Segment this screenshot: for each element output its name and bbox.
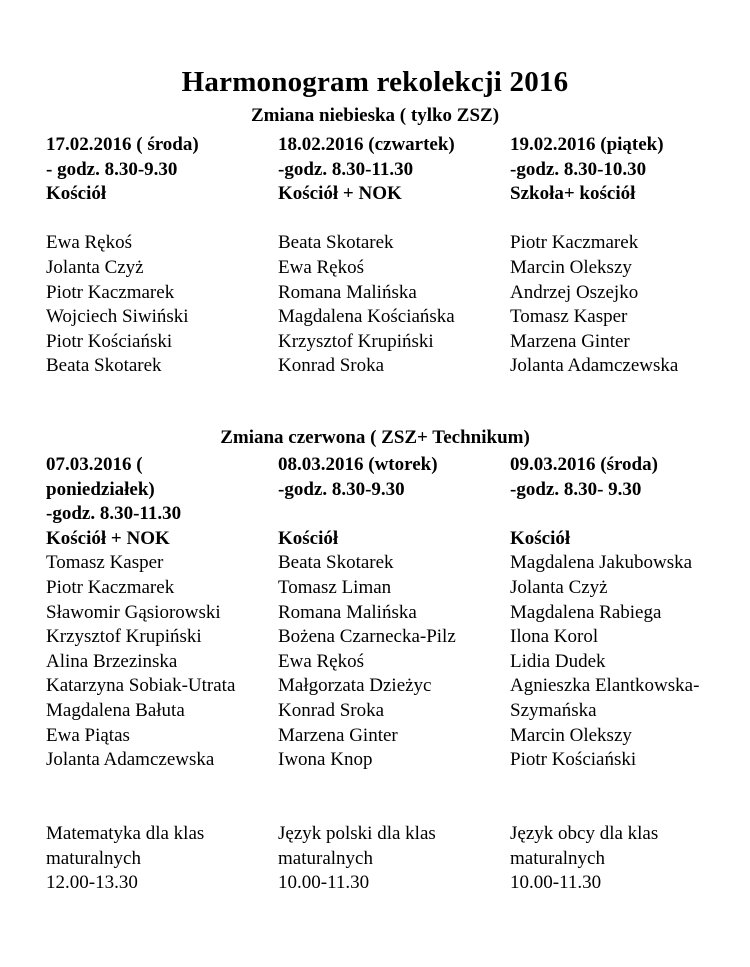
blue-day-3-names [510,231,678,379]
red-day-2-time: -godz. 8.30-9.30 [278,478,405,500]
footer-line: 12.00-13.30 [46,872,138,894]
blue-day-column-1 [46,133,199,379]
red-day-2-date: 08.03.2016 (wtorek) [278,454,438,475]
spacer [510,773,699,798]
red-day-1-date-line-2: poniedziałek) [46,478,155,500]
person-name: Małgorzata Dzieżyc [278,675,432,697]
spacer [510,502,699,527]
person-name: Konrad Sroka [278,355,385,377]
red-day-1-footer [46,822,235,896]
person-name: Marzena Ginter [278,724,398,746]
person-name: Tomasz Liman [278,576,392,598]
person-name: Beata Skotarek [278,232,394,254]
red-day-1-date-line-1: 07.03.2016 ( [46,454,143,475]
footer-line: Język obcy dla klas [510,822,659,844]
blue-day-1-place: Kościół [46,183,107,205]
blue-day-column-2 [278,133,455,379]
spacer [46,797,235,822]
red-day-2-place: Kościół [278,527,339,549]
footer-line: maturalnych [46,847,141,869]
footer-line: maturalnych [510,847,605,869]
person-name: Ewa Piątas [46,724,130,746]
person-name: Magdalena Kościańska [278,306,455,328]
blue-day-1-date: 17.02.2016 ( środa) [46,134,199,155]
footer-line: maturalnych [278,847,373,869]
person-name: Marcin Olekszy [510,724,632,746]
person-name: Jolanta Adamczewska [46,749,215,771]
person-name: Katarzyna Sobiak-Utrata [46,675,236,697]
footer-line: 10.00-11.30 [510,872,602,894]
spacer [278,207,455,232]
blue-day-2-names [278,231,455,379]
blue-day-3-date: 19.02.2016 (piątek) [510,134,664,155]
footer-line: Język polski dla klas [278,822,436,844]
red-day-1-time: -godz. 8.30-11.30 [46,503,182,525]
red-day-3-date: 09.03.2016 (środa) [510,454,658,475]
spacer [46,207,199,232]
person-name: Andrzej Oszejko [510,281,639,303]
red-day-2-footer [278,822,456,896]
blue-day-2-date: 18.02.2016 (czwartek) [278,134,455,155]
person-name: Bożena Czarnecka-Pilz [278,626,456,648]
red-day-column-1 [46,453,235,896]
person-name: Romana Malińska [278,281,417,303]
person-name: Magdalena Jakubowska [510,552,693,574]
blue-day-3-place: Szkoła+ kościół [510,183,636,205]
footer-line: 10.00-11.30 [278,872,370,894]
spacer [278,797,456,822]
person-name: Krzysztof Krupiński [46,626,202,648]
red-day-3-names [510,551,699,772]
person-name: Ewa Rękoś [278,650,365,672]
person-name: Romana Malińska [278,601,417,623]
person-name: Ilona Korol [510,626,599,648]
person-name: Piotr Kościański [46,330,173,352]
red-day-column-2 [278,453,456,896]
person-name: Piotr Kaczmarek [510,232,639,254]
person-name: Ewa Rękoś [278,256,365,278]
red-day-3-footer [510,822,699,896]
person-name: Marcin Olekszy [510,256,632,278]
person-name: Sławomir Gąsiorowski [46,601,221,623]
person-name: Lidia Dudek [510,650,606,672]
spacer [510,207,678,232]
blue-day-2-time: -godz. 8.30-11.30 [278,158,414,180]
person-name: Tomasz Kasper [510,306,628,328]
blue-day-3-time: -godz. 8.30-10.30 [510,158,647,180]
person-name: Jolanta Czyż [510,576,608,598]
blue-day-1-names [46,231,199,379]
person-name: Wojciech Siwiński [46,306,189,328]
person-name: Beata Skotarek [46,355,162,377]
person-name: Piotr Kościański [510,749,637,771]
blue-day-1-time: - godz. 8.30-9.30 [46,158,178,180]
person-name: Ewa Rękoś [46,232,133,254]
person-name: Agnieszka Elantkowska- [510,675,700,697]
red-day-column-3 [510,453,699,896]
red-day-1-place: Kościół + NOK [46,527,170,549]
spacer [46,773,235,798]
spacer [510,797,699,822]
person-name: Alina Brzezinska [46,650,178,672]
person-name: Beata Skotarek [278,552,394,574]
red-day-2-names [278,551,456,772]
person-name: Magdalena Rabiega [510,601,662,623]
person-name: Marzena Ginter [510,330,630,352]
document-title: Harmonogram rekolekcji 2016 [181,66,569,98]
person-name: Piotr Kaczmarek [46,281,175,303]
person-name: Jolanta Adamczewska [510,355,679,377]
blue-day-column-3 [510,133,678,379]
person-name: Szymańska [510,699,597,721]
section-red-heading: Zmiana czerwona ( ZSZ+ Technikum) [220,427,530,448]
person-name: Jolanta Czyż [46,256,144,278]
red-day-3-place: Kościół [510,527,571,549]
blue-day-2-place: Kościół + NOK [278,183,402,205]
spacer [278,773,456,798]
person-name: Tomasz Kasper [46,552,164,574]
red-day-1-names [46,551,235,772]
red-day-3-time: -godz. 8.30- 9.30 [510,478,642,500]
person-name: Piotr Kaczmarek [46,576,175,598]
person-name: Krzysztof Krupiński [278,330,434,352]
person-name: Magdalena Bałuta [46,699,185,721]
person-name: Iwona Knop [278,749,373,771]
footer-line: Matematyka dla klas [46,822,205,844]
spacer [278,502,456,527]
section-blue-heading: Zmiana niebieska ( tylko ZSZ) [250,105,500,126]
person-name: Konrad Sroka [278,699,385,721]
